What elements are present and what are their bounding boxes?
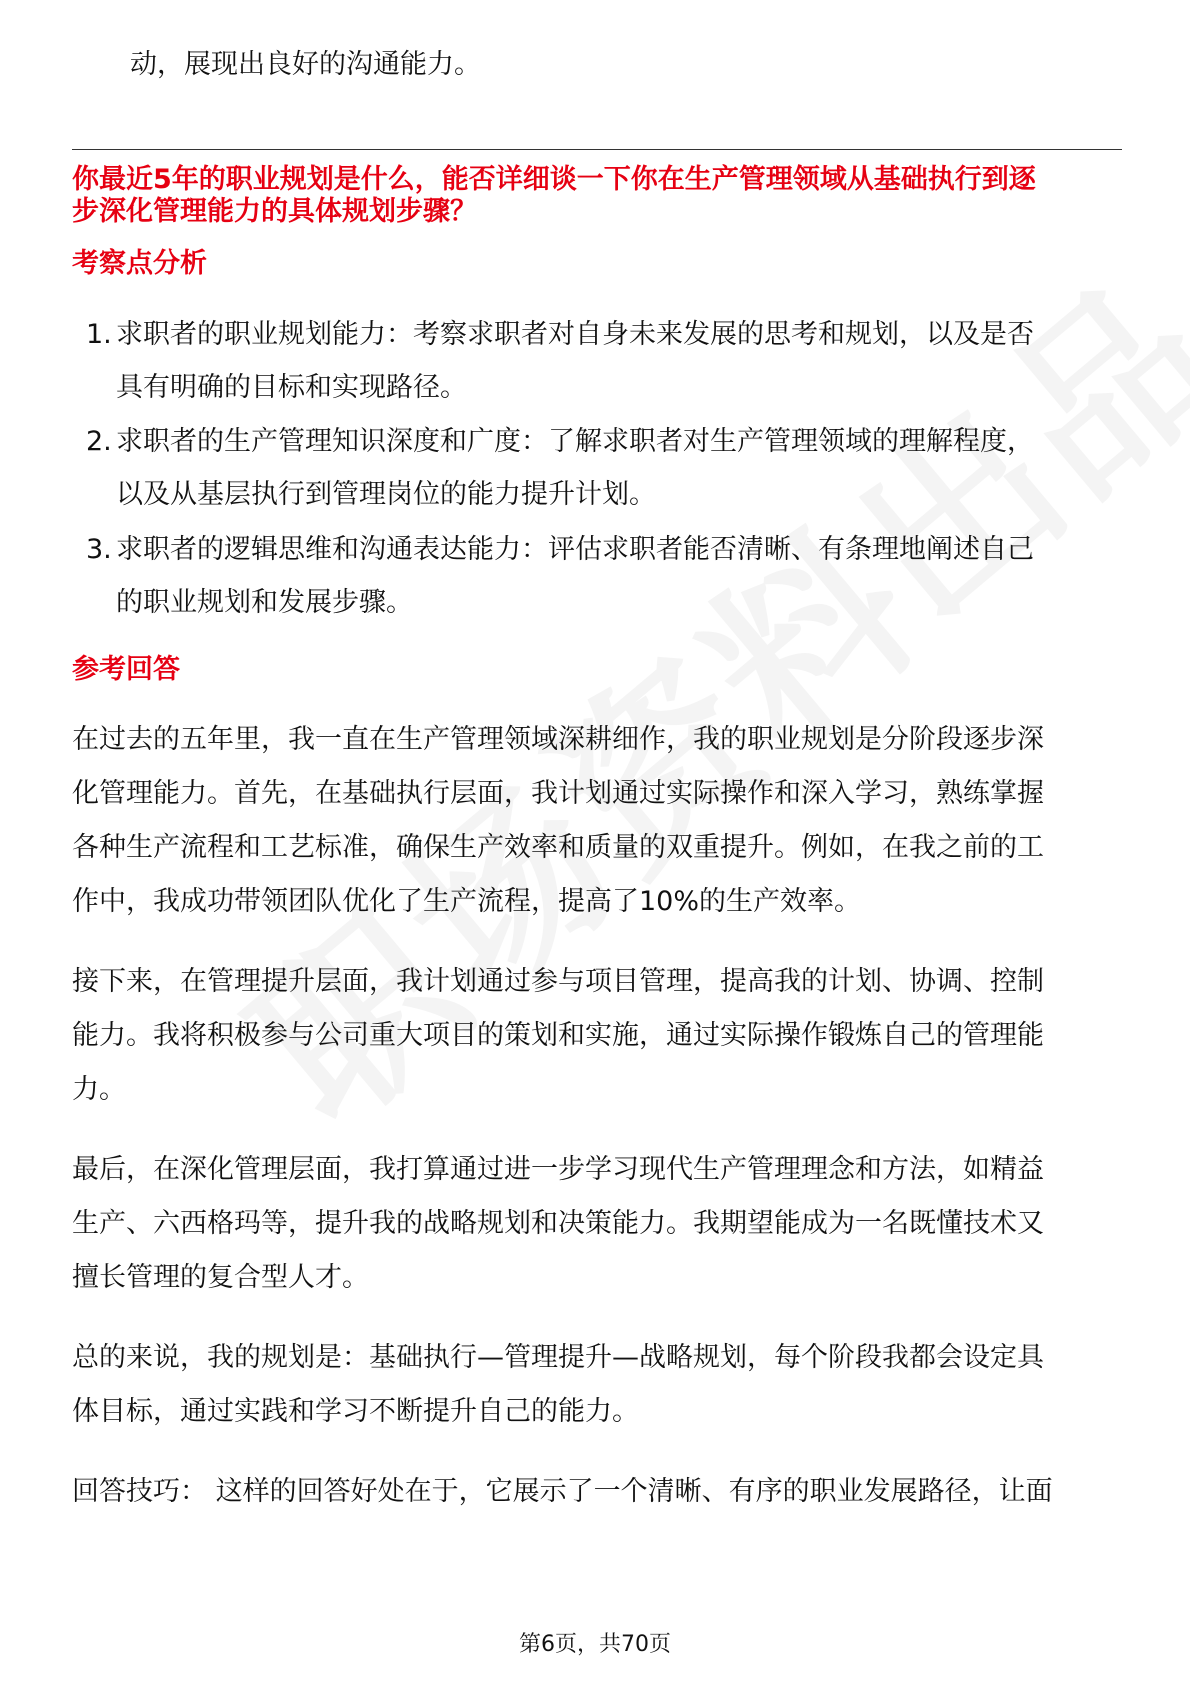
answer-paragraph-1-line: 化管理能力。首先，在基础执行层面，我计划通过实际操作和深入学习，熟练掌握 bbox=[72, 778, 1044, 809]
answer-paragraph-2-line: 接下来，在管理提升层面，我计划通过参与项目管理，提高我的计划、协调、控制 bbox=[72, 966, 1044, 997]
answer-paragraph-2-line: 力。 bbox=[72, 1074, 126, 1105]
analysis-item-line: 以及从基层执行到管理岗位的能力提升计划。 bbox=[116, 479, 656, 510]
answer-paragraph-1-line: 在过去的五年里，我一直在生产管理领域深耕细作，我的职业规划是分阶段逐步深 bbox=[72, 724, 1044, 755]
answer-paragraph-3-line: 最后，在深化管理层面，我打算通过进一步学习现代生产管理理念和方法，如精益 bbox=[72, 1154, 1044, 1185]
answer-heading: 参考回答 bbox=[72, 654, 180, 685]
answer-paragraph-1-line: 各种生产流程和工艺标准，确保生产效率和质量的双重提升。例如，在我之前的工 bbox=[72, 832, 1044, 863]
analysis-item-number: 3. bbox=[86, 534, 112, 565]
answer-tip-line: 回答技巧： 这样的回答好处在于，它展示了一个清晰、有序的职业发展路径，让面 bbox=[72, 1476, 1053, 1507]
analysis-item-line: 求职者的逻辑思维和沟通表达能力：评估求职者能否清晰、有条理地阐述自己 bbox=[116, 534, 1034, 565]
question-line-2: 步深化管理能力的具体规划步骤？ bbox=[72, 196, 477, 227]
answer-paragraph-2-line: 能力。我将积极参与公司重大项目的策划和实施，通过实际操作锻炼自己的管理能 bbox=[72, 1020, 1044, 1051]
page-footer: 第6页，共70页 bbox=[519, 1632, 671, 1657]
analysis-heading: 考察点分析 bbox=[72, 248, 207, 279]
analysis-item-line: 求职者的生产管理知识深度和广度：了解求职者对生产管理领域的理解程度， bbox=[116, 426, 1034, 457]
analysis-item-number: 1. bbox=[86, 319, 112, 350]
answer-paragraph-1-line: 作中，我成功带领团队优化了生产流程，提高了10%的生产效率。 bbox=[72, 886, 862, 917]
answer-paragraph-3-line: 生产、六西格玛等，提升我的战略规划和决策能力。我期望能成为一名既懂技术又 bbox=[72, 1208, 1044, 1239]
section-divider bbox=[72, 149, 1122, 150]
analysis-item-line: 求职者的职业规划能力：考察求职者对自身未来发展的思考和规划，以及是否 bbox=[116, 319, 1034, 350]
analysis-item-number: 2. bbox=[86, 426, 112, 457]
analysis-item-line: 具有明确的目标和实现路径。 bbox=[116, 372, 467, 403]
top-continuation-text: 动，展现出良好的沟通能力。 bbox=[130, 49, 481, 80]
analysis-item-line: 的职业规划和发展步骤。 bbox=[116, 587, 413, 618]
answer-paragraph-4-line: 体目标，通过实践和学习不断提升自己的能力。 bbox=[72, 1396, 639, 1427]
answer-paragraph-4-line: 总的来说，我的规划是：基础执行—管理提升—战略规划，每个阶段我都会设定具 bbox=[72, 1342, 1044, 1373]
answer-paragraph-3-line: 擅长管理的复合型人才。 bbox=[72, 1262, 369, 1293]
question-line-1: 你最近5年的职业规划是什么，能否详细谈一下你在生产管理领域从基础执行到逐 bbox=[72, 164, 1036, 195]
